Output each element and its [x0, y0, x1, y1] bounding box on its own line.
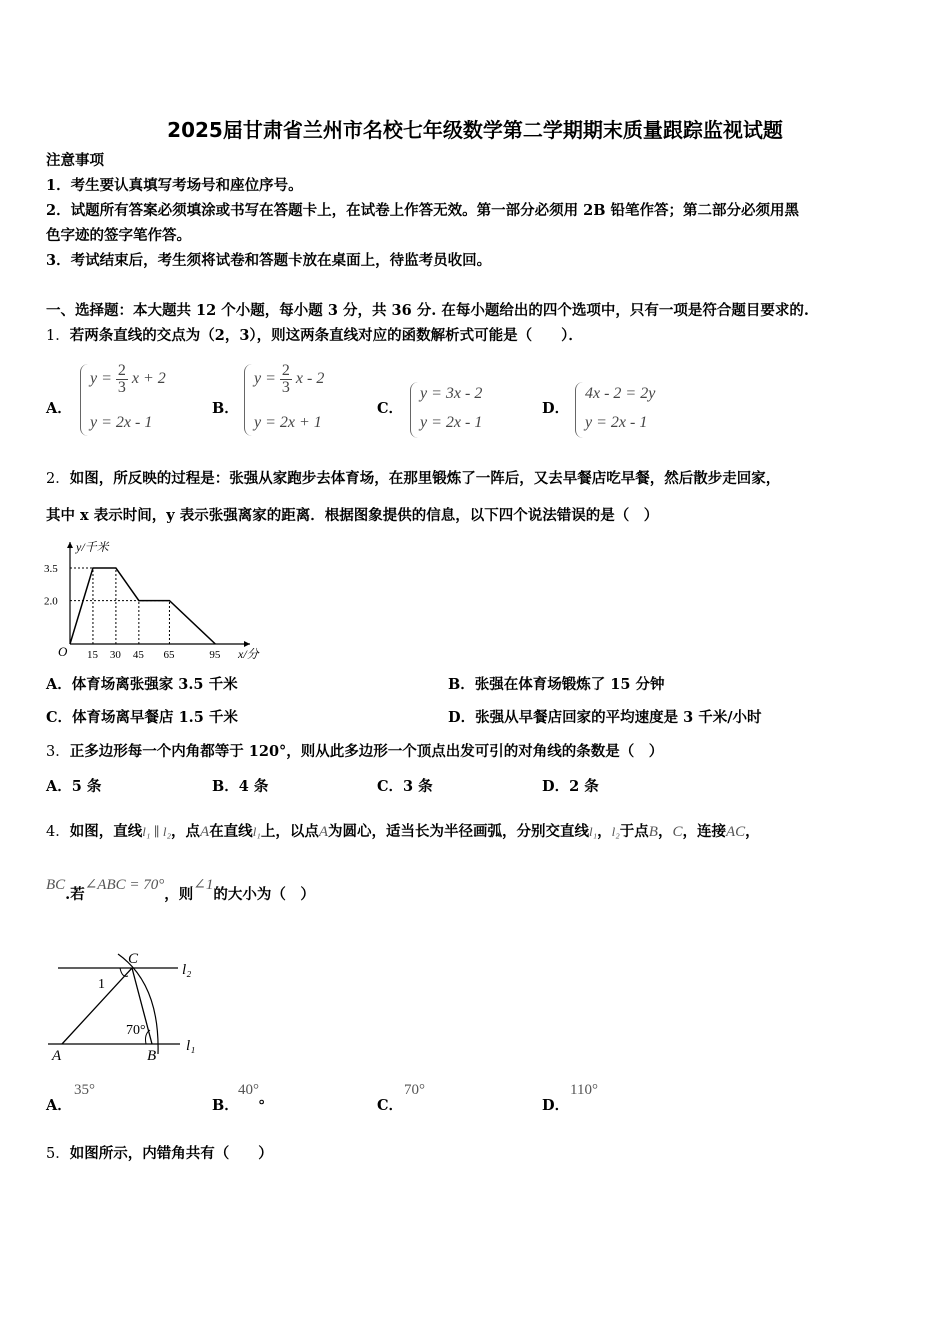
- x-tick-label: 30: [109, 649, 121, 661]
- q2-option-b: B．张强在体育场锻炼了 15 分钟: [448, 676, 665, 693]
- question-text: 若两条直线的交点为（2，3），则这两条直线对应的函数解析式可能是（ ）．: [69, 327, 583, 344]
- q3-option-b: B．4 条: [212, 778, 269, 795]
- q3-option-d: D．2 条: [542, 778, 599, 795]
- question-text: 如图，所反映的过程是：张强从家跑步去体育场，在那里锻炼了一阵后，又去早餐店吃早餐，然后散步走回家，: [69, 470, 781, 487]
- brace-icon: [80, 364, 89, 436]
- y-tick-label: 3.5: [44, 563, 58, 576]
- question-text: 正多边形每一个内角都等于 120°，则从此多边形一个顶点出发可引的对角线的条数是（ ）: [69, 743, 664, 760]
- q1-a-eq2: y = 2x - 1: [90, 414, 153, 431]
- question-2: [46, 469, 780, 489]
- arc-icon: [118, 954, 158, 1054]
- y-axis-label: y/千米: [76, 540, 109, 554]
- notice-item-1: 1．考生要认真填写考场号和座位序号。: [46, 177, 303, 194]
- y-arrow-icon: [67, 542, 73, 548]
- q3-option-c: C．3 条: [377, 778, 433, 795]
- q2-option-d: D．张强从早餐店回家的平均速度是 3 千米/小时: [448, 709, 762, 726]
- q1-option-c-label: C．: [377, 400, 404, 417]
- segment-ac: [62, 968, 132, 1044]
- q4-option-b-suffix: 。: [259, 1090, 274, 1107]
- x-axis-label: x/分: [238, 647, 259, 661]
- x-tick-label: 65: [163, 649, 175, 661]
- distance-time-chart: [40, 534, 280, 666]
- origin-label: O: [58, 644, 68, 659]
- question-number: 2．: [46, 471, 70, 487]
- question-2-cont: 其中 x 表示时间，y 表示张强离家的距离．根据图象提供的信息，以下四个说法错误的是（ ）: [46, 507, 659, 524]
- parallel-lines-figure: [40, 944, 220, 1069]
- question-3: [46, 742, 663, 762]
- label-a: A: [52, 1048, 62, 1064]
- q4-option-a-value: 35°: [74, 1082, 95, 1098]
- q3-option-a: A．5 条: [46, 778, 102, 795]
- q4-option-c-label: C．: [377, 1097, 404, 1114]
- brace-icon: [410, 382, 419, 438]
- question-text: 如图所示，内错角共有（ ）: [69, 1145, 273, 1162]
- x-tick-label: 15: [86, 649, 98, 661]
- notice-item-2-cont: 色字迹的签字笔作答。: [46, 227, 191, 244]
- q1-d-eq1: 4x - 2 = 2y: [585, 385, 656, 402]
- question-1: [46, 326, 583, 346]
- q1-c-eq1: y = 3x - 2: [420, 385, 483, 402]
- section-heading: 一、选择题：本大题共 12 个小题，每小题 3 分，共 36 分. 在每小题给出的四个选项中，只有一项是符合题目要求的.: [46, 302, 809, 319]
- label-70: 70°: [126, 1023, 146, 1038]
- notice-item-2: 2．试题所有答案必须填涂或书写在答题卡上，在试卷上作答无效。第一部分必须用 2B 铅笔作答；第二部分必须用黑: [46, 202, 800, 219]
- question-5: [46, 1144, 273, 1164]
- q4-option-b-value: 40°: [238, 1082, 259, 1098]
- q1-b-eq1: y = $\frac{2}{3}$ x - 2: [254, 362, 325, 396]
- q1-option-b-label: B．: [212, 400, 239, 417]
- q2-option-c: C．体育场离早餐店 1.5 千米: [46, 709, 238, 726]
- q4-option-d-value: 110°: [570, 1082, 598, 1098]
- q1-option-a-label: A．: [46, 400, 72, 417]
- q1-b-eq2: y = 2x + 1: [254, 414, 322, 431]
- q1-option-d-label: D．: [542, 400, 570, 417]
- label-c: C: [128, 951, 139, 967]
- question-4: 4．如图，直线l₁ ∥ l₂，点A在直线l₁上，以点A为圆心，适当长为半径画弧，分别交直线l₁，l₂于点B，C，连接AC，: [46, 823, 760, 840]
- y-tick-label: 2.0: [44, 595, 58, 608]
- page-title: 2025届甘肃省兰州市名校七年级数学第二学期期末质量跟踪监视试题: [167, 118, 783, 142]
- q4-option-d-label: D．: [542, 1097, 570, 1114]
- x-tick-label: 95: [209, 649, 221, 661]
- q4-option-c-value: 70°: [404, 1082, 425, 1098]
- q1-d-eq2: y = 2x - 1: [585, 414, 648, 431]
- x-tick-label: 45: [132, 649, 144, 661]
- brace-icon: [244, 364, 253, 436]
- brace-icon: [575, 382, 584, 438]
- question-4-cont: BC.若∠ABC = 70°，则∠1的大小为（ ）: [46, 877, 315, 903]
- notice-item-3: 3．考试结束后，考生须将试卷和答题卡放在桌面上，待监考员收回。: [46, 252, 492, 269]
- q4-option-a-label: A．: [46, 1097, 72, 1114]
- question-number: 5．: [46, 1146, 70, 1162]
- q1-c-eq2: y = 2x - 1: [420, 414, 483, 431]
- question-number: 3．: [46, 744, 70, 760]
- label-angle-1: 1: [98, 977, 105, 992]
- question-number: 1．: [46, 328, 70, 344]
- label-l2: l₂: [182, 962, 192, 978]
- angle-mark-icon: [120, 968, 128, 976]
- q1-a-eq1: y = $\frac{2}{3}$ x + 2: [90, 362, 166, 396]
- label-l1: l₁: [186, 1038, 196, 1054]
- q4-option-b-label: B．: [212, 1097, 239, 1114]
- question-number: 4．: [46, 824, 70, 840]
- notice-heading: 注意事项: [46, 152, 104, 169]
- label-b: B: [147, 1048, 157, 1064]
- q2-option-a: A．体育场离张强家 3.5 千米: [46, 676, 238, 693]
- series-line: [70, 568, 215, 644]
